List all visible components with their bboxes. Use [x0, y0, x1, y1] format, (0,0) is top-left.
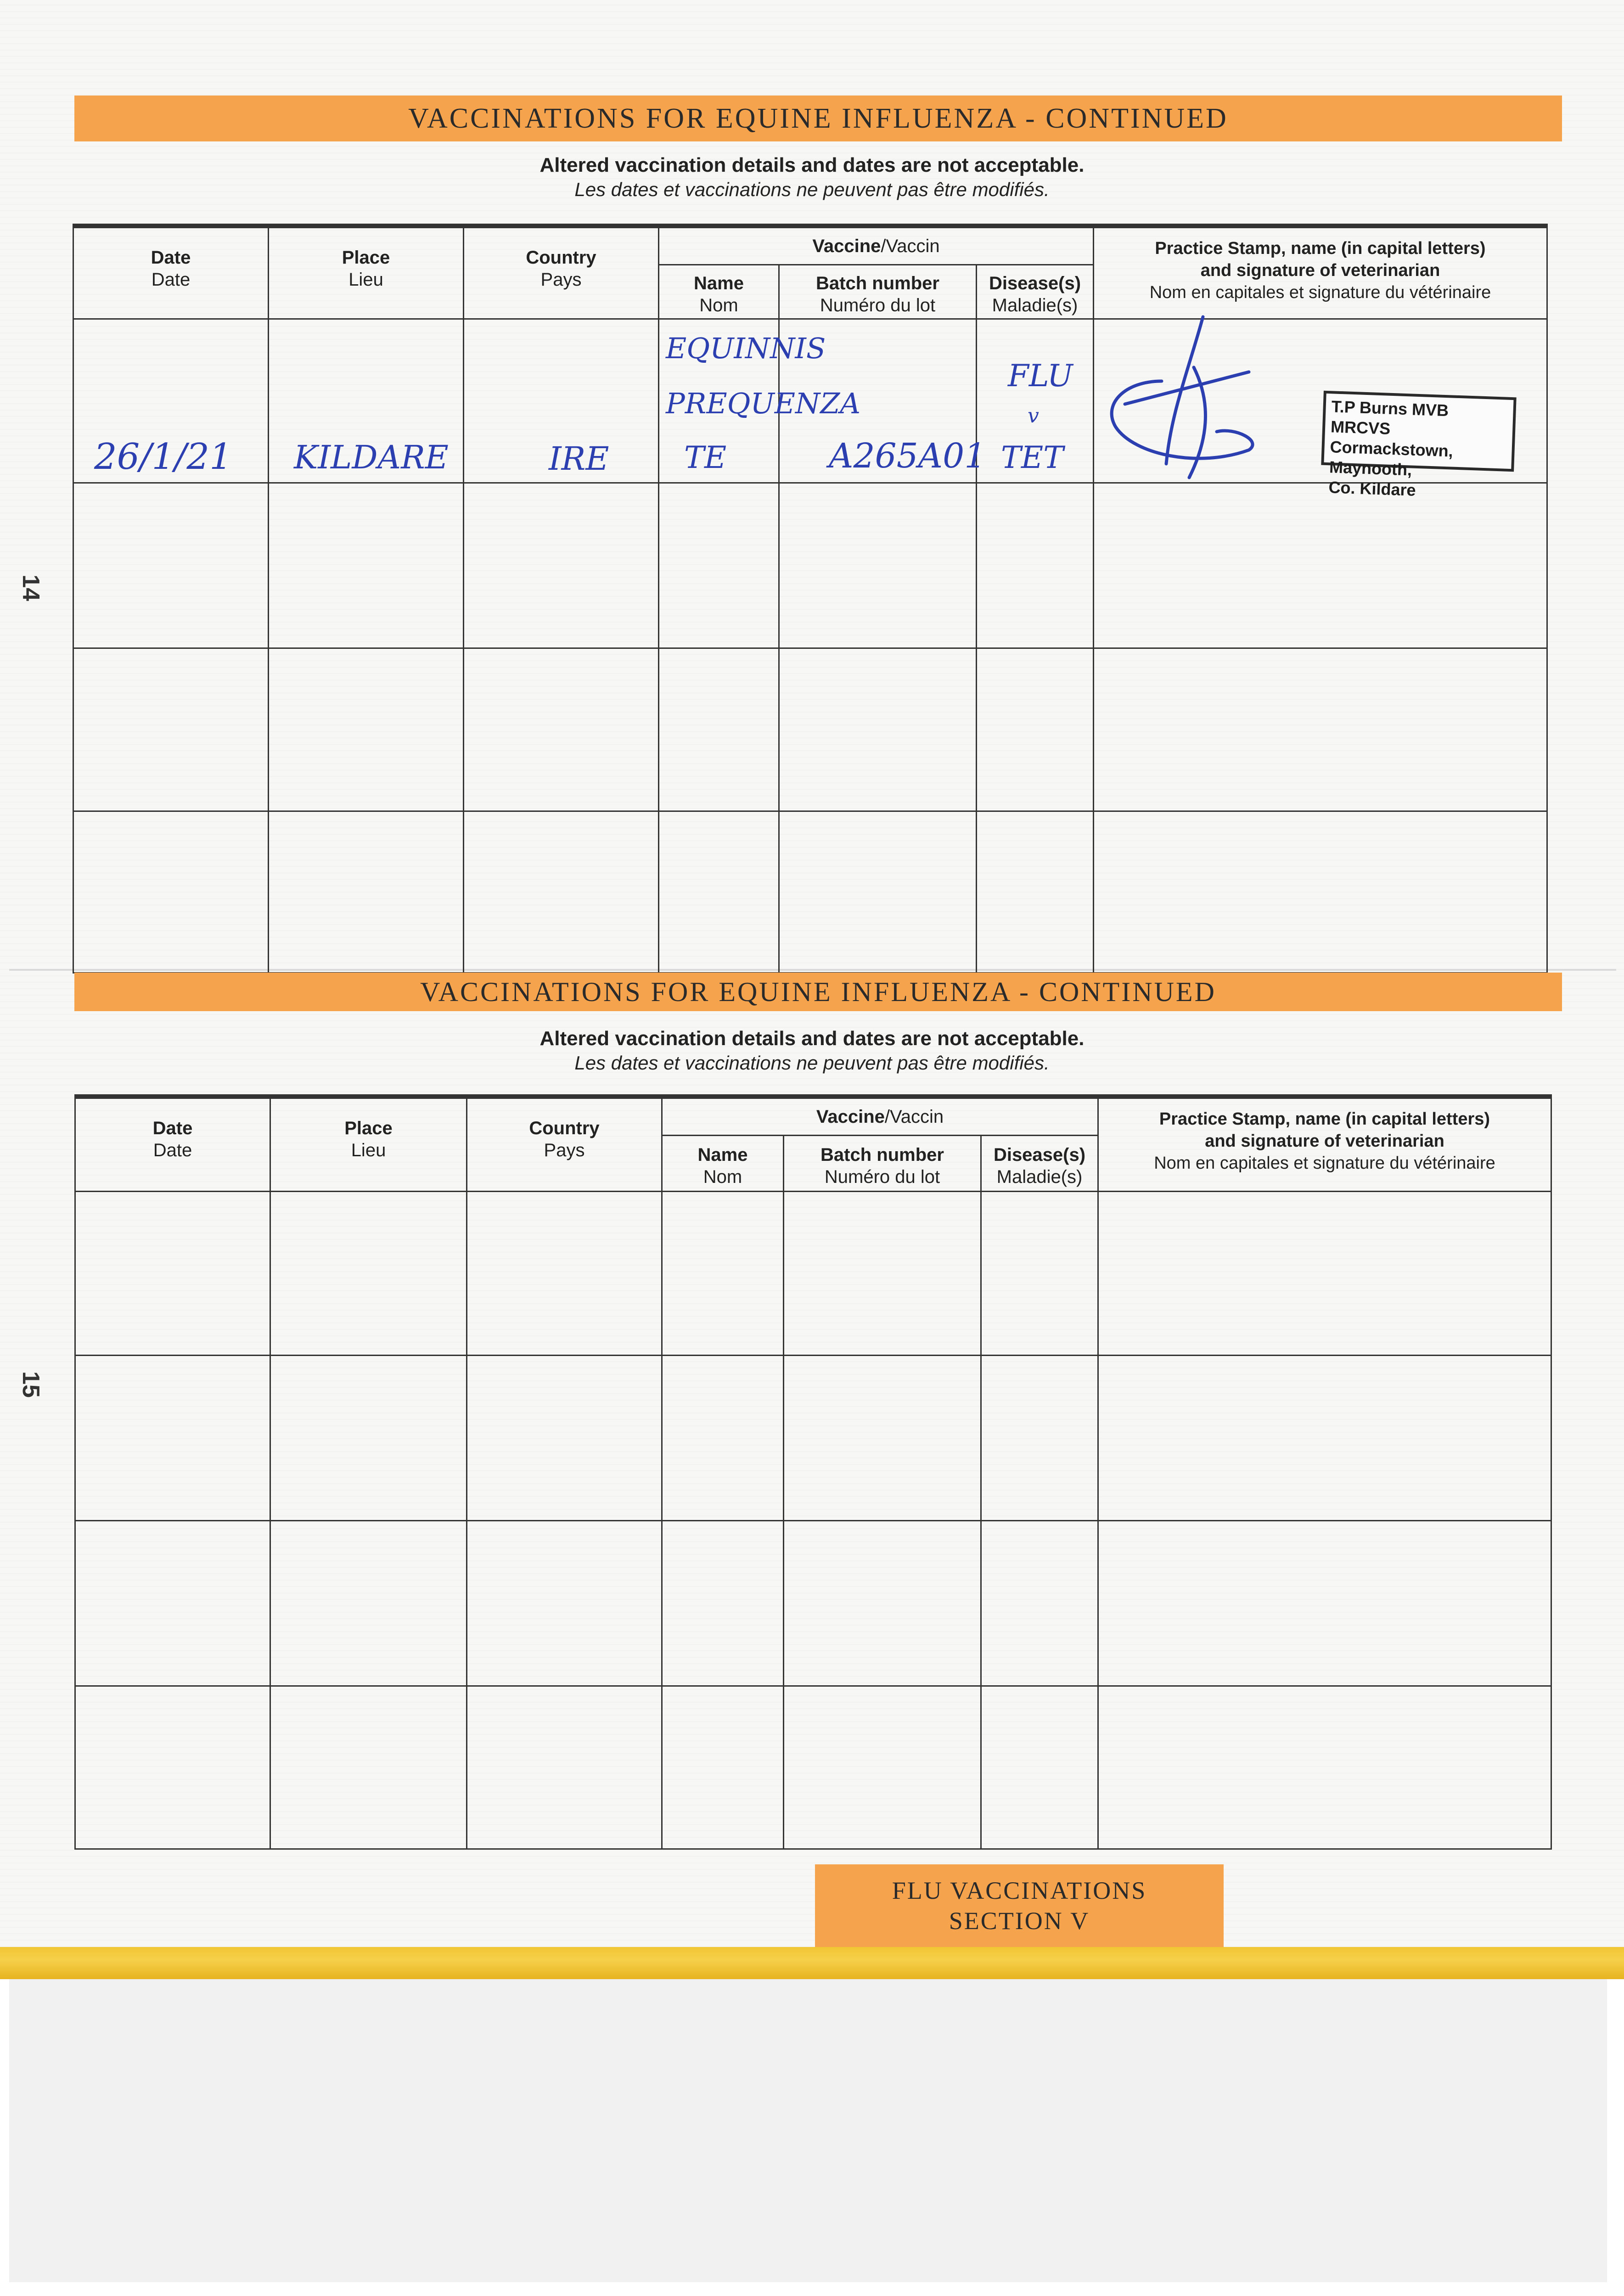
section-tab-subtitle: SECTION V [949, 1907, 1090, 1935]
page-number-bottom: 15 [17, 1371, 44, 1398]
header-batch-number: Batch number Numéro du lot [784, 1136, 981, 1192]
header-vaccine: Vaccine/Vaccin [659, 226, 1094, 265]
table-row [73, 483, 1547, 648]
entry-disease-line2: v [1028, 404, 1039, 428]
header-place: Place Lieu [269, 226, 464, 319]
entry-vaccine-name-line1: EQUINNIS [666, 332, 826, 365]
vaccination-table-bottom [74, 1094, 1552, 1850]
header-country: Country Pays [464, 226, 659, 319]
warning-french: Les dates et vaccinations ne peuvent pas être modifiés. [574, 1052, 1050, 1074]
entry-batch-number: A265A01 [829, 436, 986, 476]
header-date: Date Date [75, 1097, 270, 1192]
entry-country: IRE [549, 440, 609, 478]
warning-top [0, 154, 1624, 201]
header-vaccine: Vaccine/Vaccin [662, 1097, 1098, 1136]
entry-date: 26/1/21 [94, 436, 232, 478]
section-tab [815, 1864, 1224, 1947]
header-practice-stamp: Practice Stamp, name (in capital letters) and signature of veterinarian Nom en capitales et signature du vétérinaire [1098, 1097, 1551, 1192]
entry-vaccine-name-line2: PREQUENZA [666, 387, 861, 420]
header-batch-number: Batch number Numéro du lot [779, 265, 977, 319]
warning-english: Altered vaccination details and dates are not acceptable. [539, 154, 1085, 176]
entry-disease-line3: TET [1001, 440, 1064, 475]
table-row [75, 1356, 1551, 1521]
passport-cover-edge [0, 1947, 1624, 1979]
table-row [73, 648, 1547, 811]
header-vaccine-name: Name Nom [659, 265, 779, 319]
section-banner-top: VACCINATIONS FOR EQUINE INFLUENZA - CONTINUED [74, 96, 1562, 141]
warning-bottom [0, 1027, 1624, 1074]
veterinarian-signature [1097, 312, 1272, 505]
entry-disease-line1: FLU [1008, 358, 1073, 394]
header-diseases: Disease(s) Maladie(s) [981, 1136, 1098, 1192]
table-row [75, 1192, 1551, 1356]
entry-vaccine-name-line3: TE [684, 440, 727, 475]
scanner-background [9, 1979, 1607, 2282]
header-practice-stamp: Practice Stamp, name (in capital letters) and signature of veterinarian Nom en capitales et signature du vétérinaire [1094, 226, 1547, 319]
header-date: Date Date [73, 226, 269, 319]
header-place: Place Lieu [270, 1097, 467, 1192]
warning-french: Les dates et vaccinations ne peuvent pas être modifiés. [574, 179, 1050, 200]
table-row [75, 1521, 1551, 1686]
table-row [73, 811, 1547, 973]
practice-stamp: T.P Burns MVB MRCVS Cormackstown, Maynooth, Co. Kildare [1321, 391, 1516, 472]
table-row [75, 1686, 1551, 1849]
page-number-top: 14 [17, 574, 44, 601]
header-diseases: Disease(s) Maladie(s) [977, 265, 1094, 319]
warning-english: Altered vaccination details and dates are not acceptable. [539, 1027, 1085, 1050]
entry-place: KILDARE [294, 439, 449, 476]
section-tab-title: FLU VACCINATIONS [892, 1877, 1147, 1904]
section-banner-bottom: VACCINATIONS FOR EQUINE INFLUENZA - CONTINUED [74, 973, 1562, 1011]
header-vaccine-name: Name Nom [662, 1136, 784, 1192]
header-country: Country Pays [467, 1097, 662, 1192]
